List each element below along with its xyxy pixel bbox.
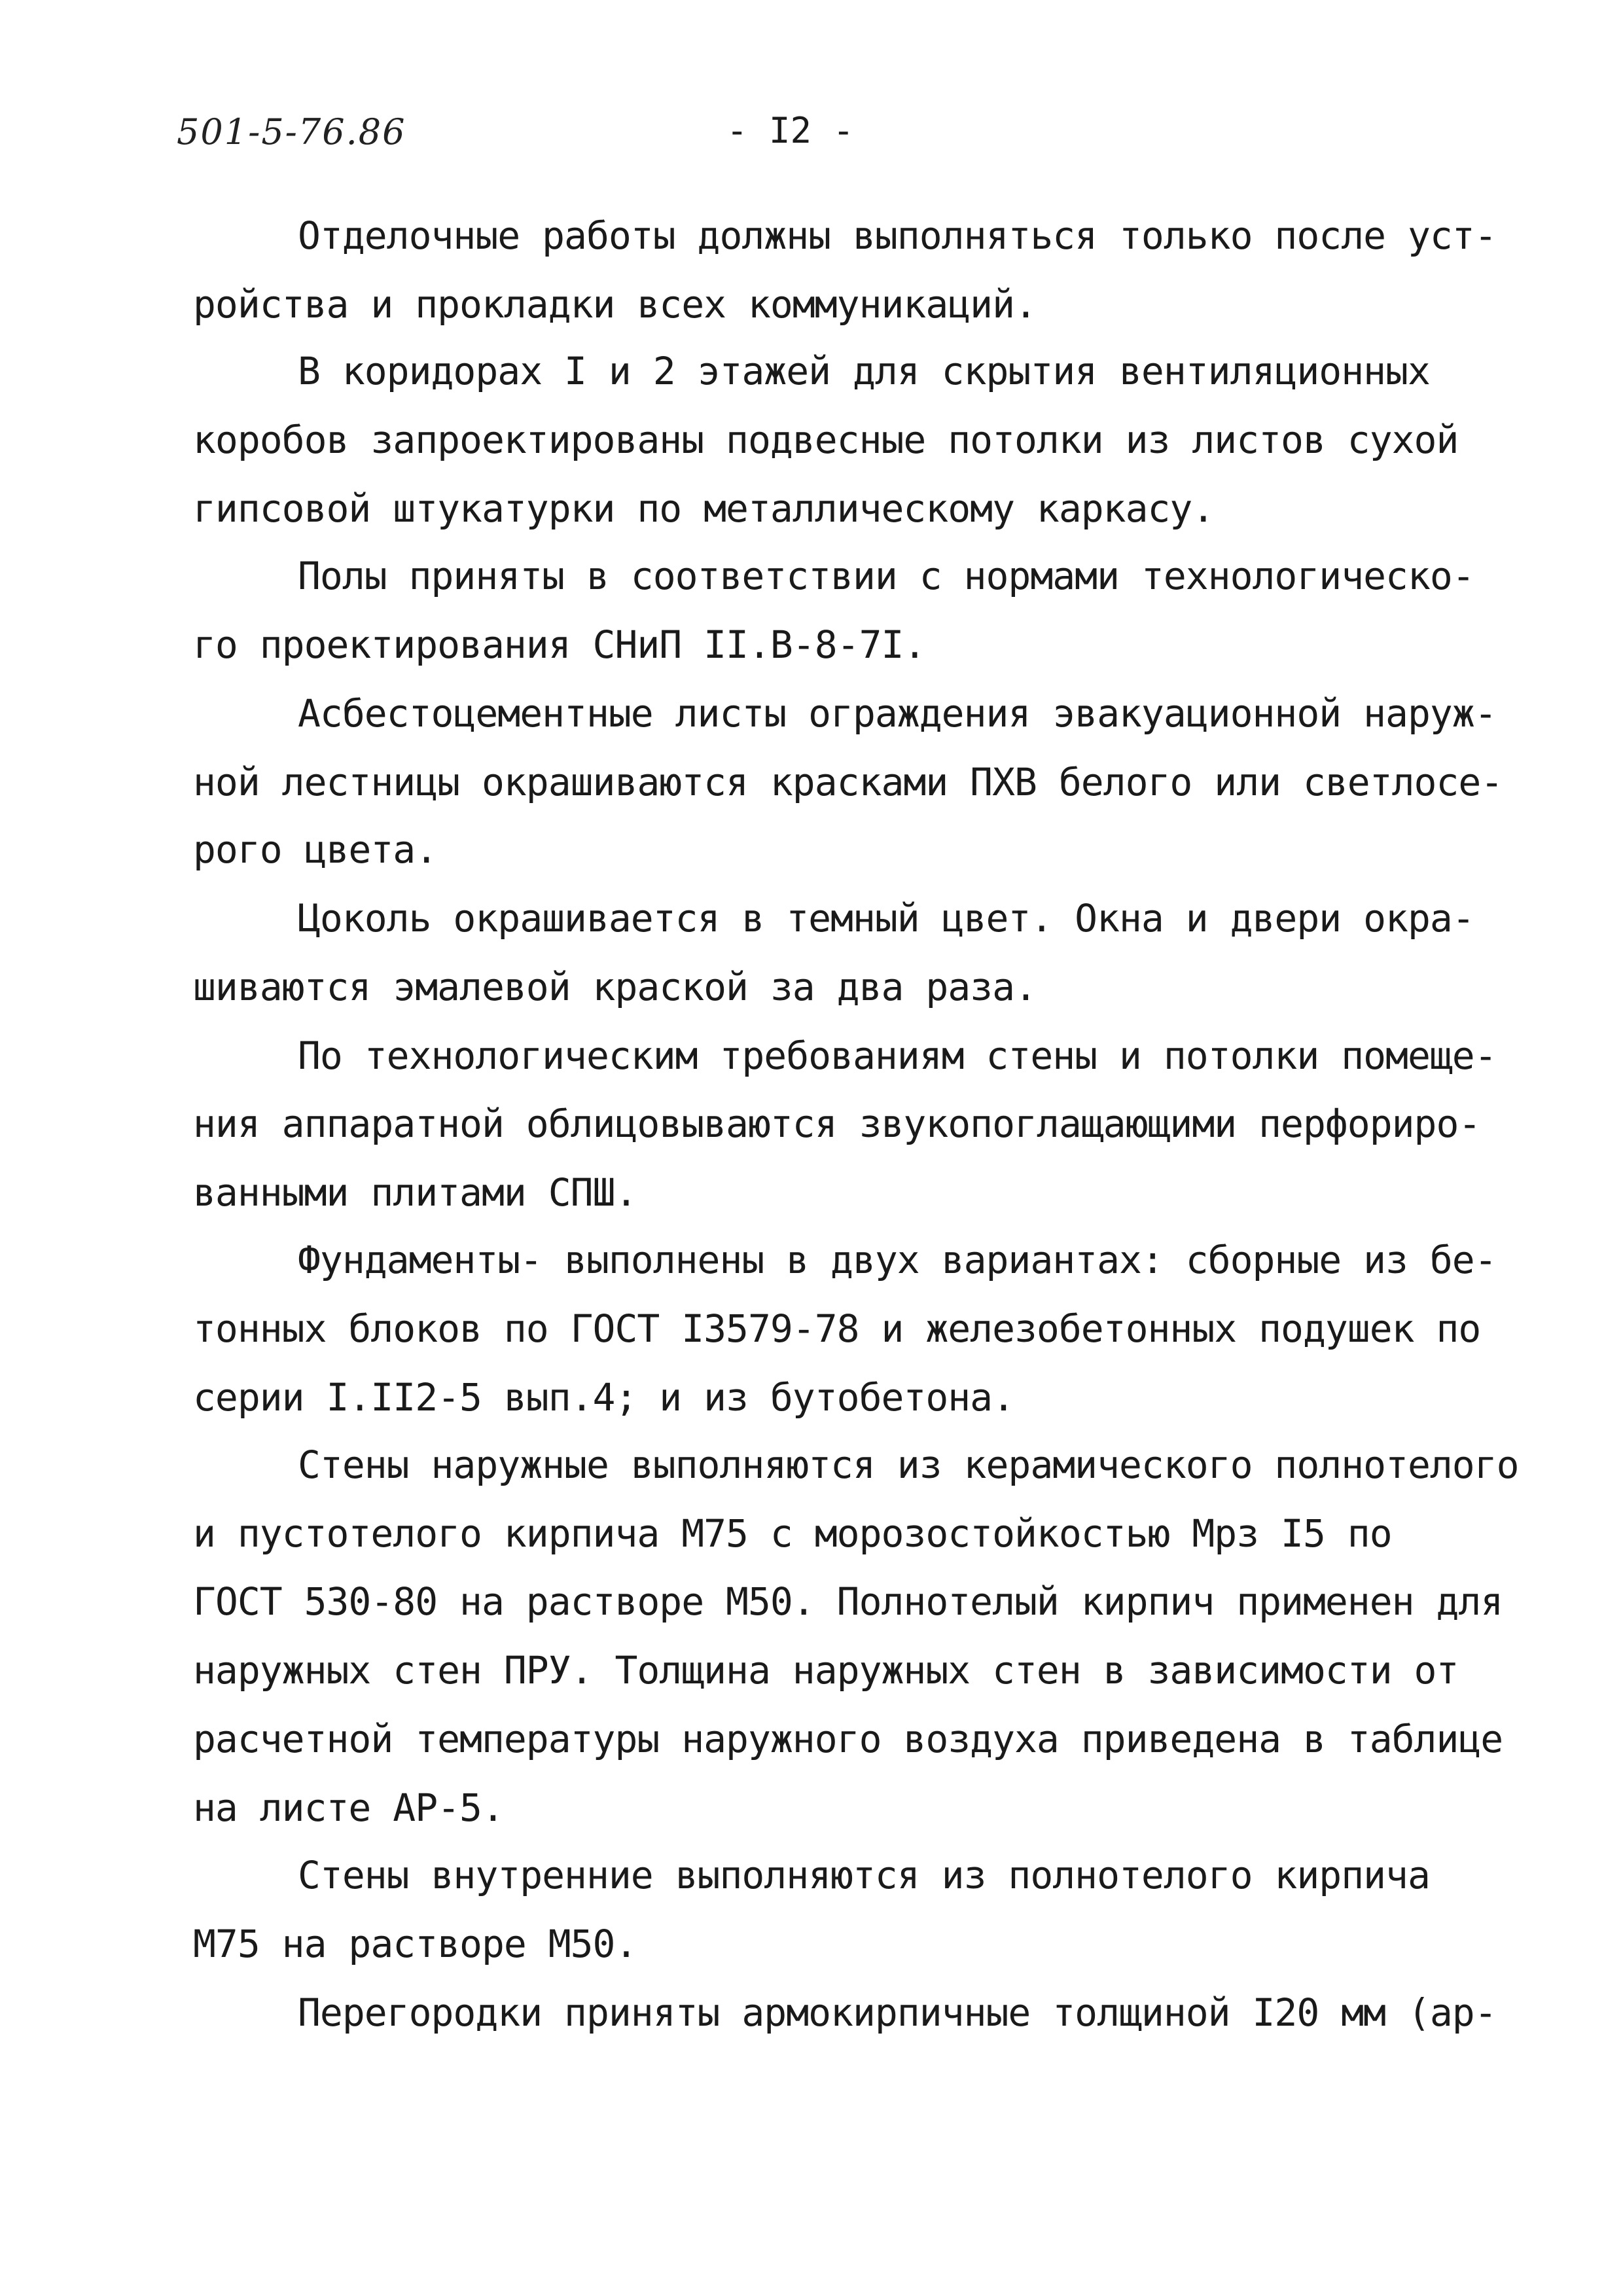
text-line: расчетной температуры наружного воздуха приведена в таблице — [193, 1717, 1503, 1761]
text-line: тонных блоков по ГОСТ I3579-78 и железобетонных подушек по — [193, 1306, 1481, 1351]
text-line: Фундаменты- выполнены в двух вариантах: сборные из бе- — [298, 1238, 1497, 1282]
text-line: Стены внутренние выполняются из полнотелого кирпича — [298, 1853, 1430, 1897]
text-line: Полы приняты в соответствии с нормами технологическо- — [298, 554, 1474, 598]
text-line: коробов запроектированы подвесные потолки из листов сухой — [193, 418, 1459, 462]
text-line: ной лестницы окрашиваются красками ПХВ белого или светлосе- — [193, 760, 1503, 804]
text-line: шиваются эмалевой краской за два раза. — [193, 965, 1037, 1009]
text-line: го проектирования СНиП II.B-8-7I. — [193, 622, 926, 667]
text-line: ГОСТ 530-80 на растворе М50. Полнотелый кирпич применен для — [193, 1579, 1503, 1624]
text-line: на листе АР-5. — [193, 1785, 504, 1830]
text-line: Асбестоцементные листы ограждения эвакуационной наруж- — [298, 691, 1497, 736]
text-line: ния аппаратной облицовываются звукопоглащающими перфориро- — [193, 1102, 1481, 1146]
text-line: Стены наружные выполняются из керамического полнотелого — [298, 1443, 1519, 1487]
text-line: Перегородки приняты армокирпичные толщиной I20 мм (ар- — [298, 1990, 1497, 2035]
text-line: Отделочные работы должны выполняться только после уст- — [298, 213, 1497, 258]
text-line: В коридорах I и 2 этажей для скрытия вентиляционных — [298, 349, 1430, 393]
text-line: серии I.II2-5 вып.4; и из бутобетона. — [193, 1375, 1015, 1420]
page-number: - I2 - — [726, 110, 855, 151]
document-code: 501-5-76.86 — [177, 111, 406, 152]
text-line: гипсовой штукатурки по металлическому каркасу. — [193, 486, 1215, 531]
text-line: рого цвета. — [193, 827, 438, 872]
text-line: ройства и прокладки всех коммуникаций. — [193, 282, 1037, 327]
text-line: М75 на растворе М50. — [193, 1922, 637, 1966]
text-line: Цоколь окрашивается в темный цвет. Окна и двери окра- — [298, 896, 1474, 941]
text-line: По технологическим требованиям стены и потолки помеще- — [298, 1033, 1497, 1078]
text-line: ванными плитами СПШ. — [193, 1170, 637, 1215]
text-line: и пустотелого кирпича М75 с морозостойкостью Мрз I5 по — [193, 1511, 1392, 1556]
text-line: наружных стен ПРУ. Толщина наружных стен в зависимости от — [193, 1648, 1459, 1693]
